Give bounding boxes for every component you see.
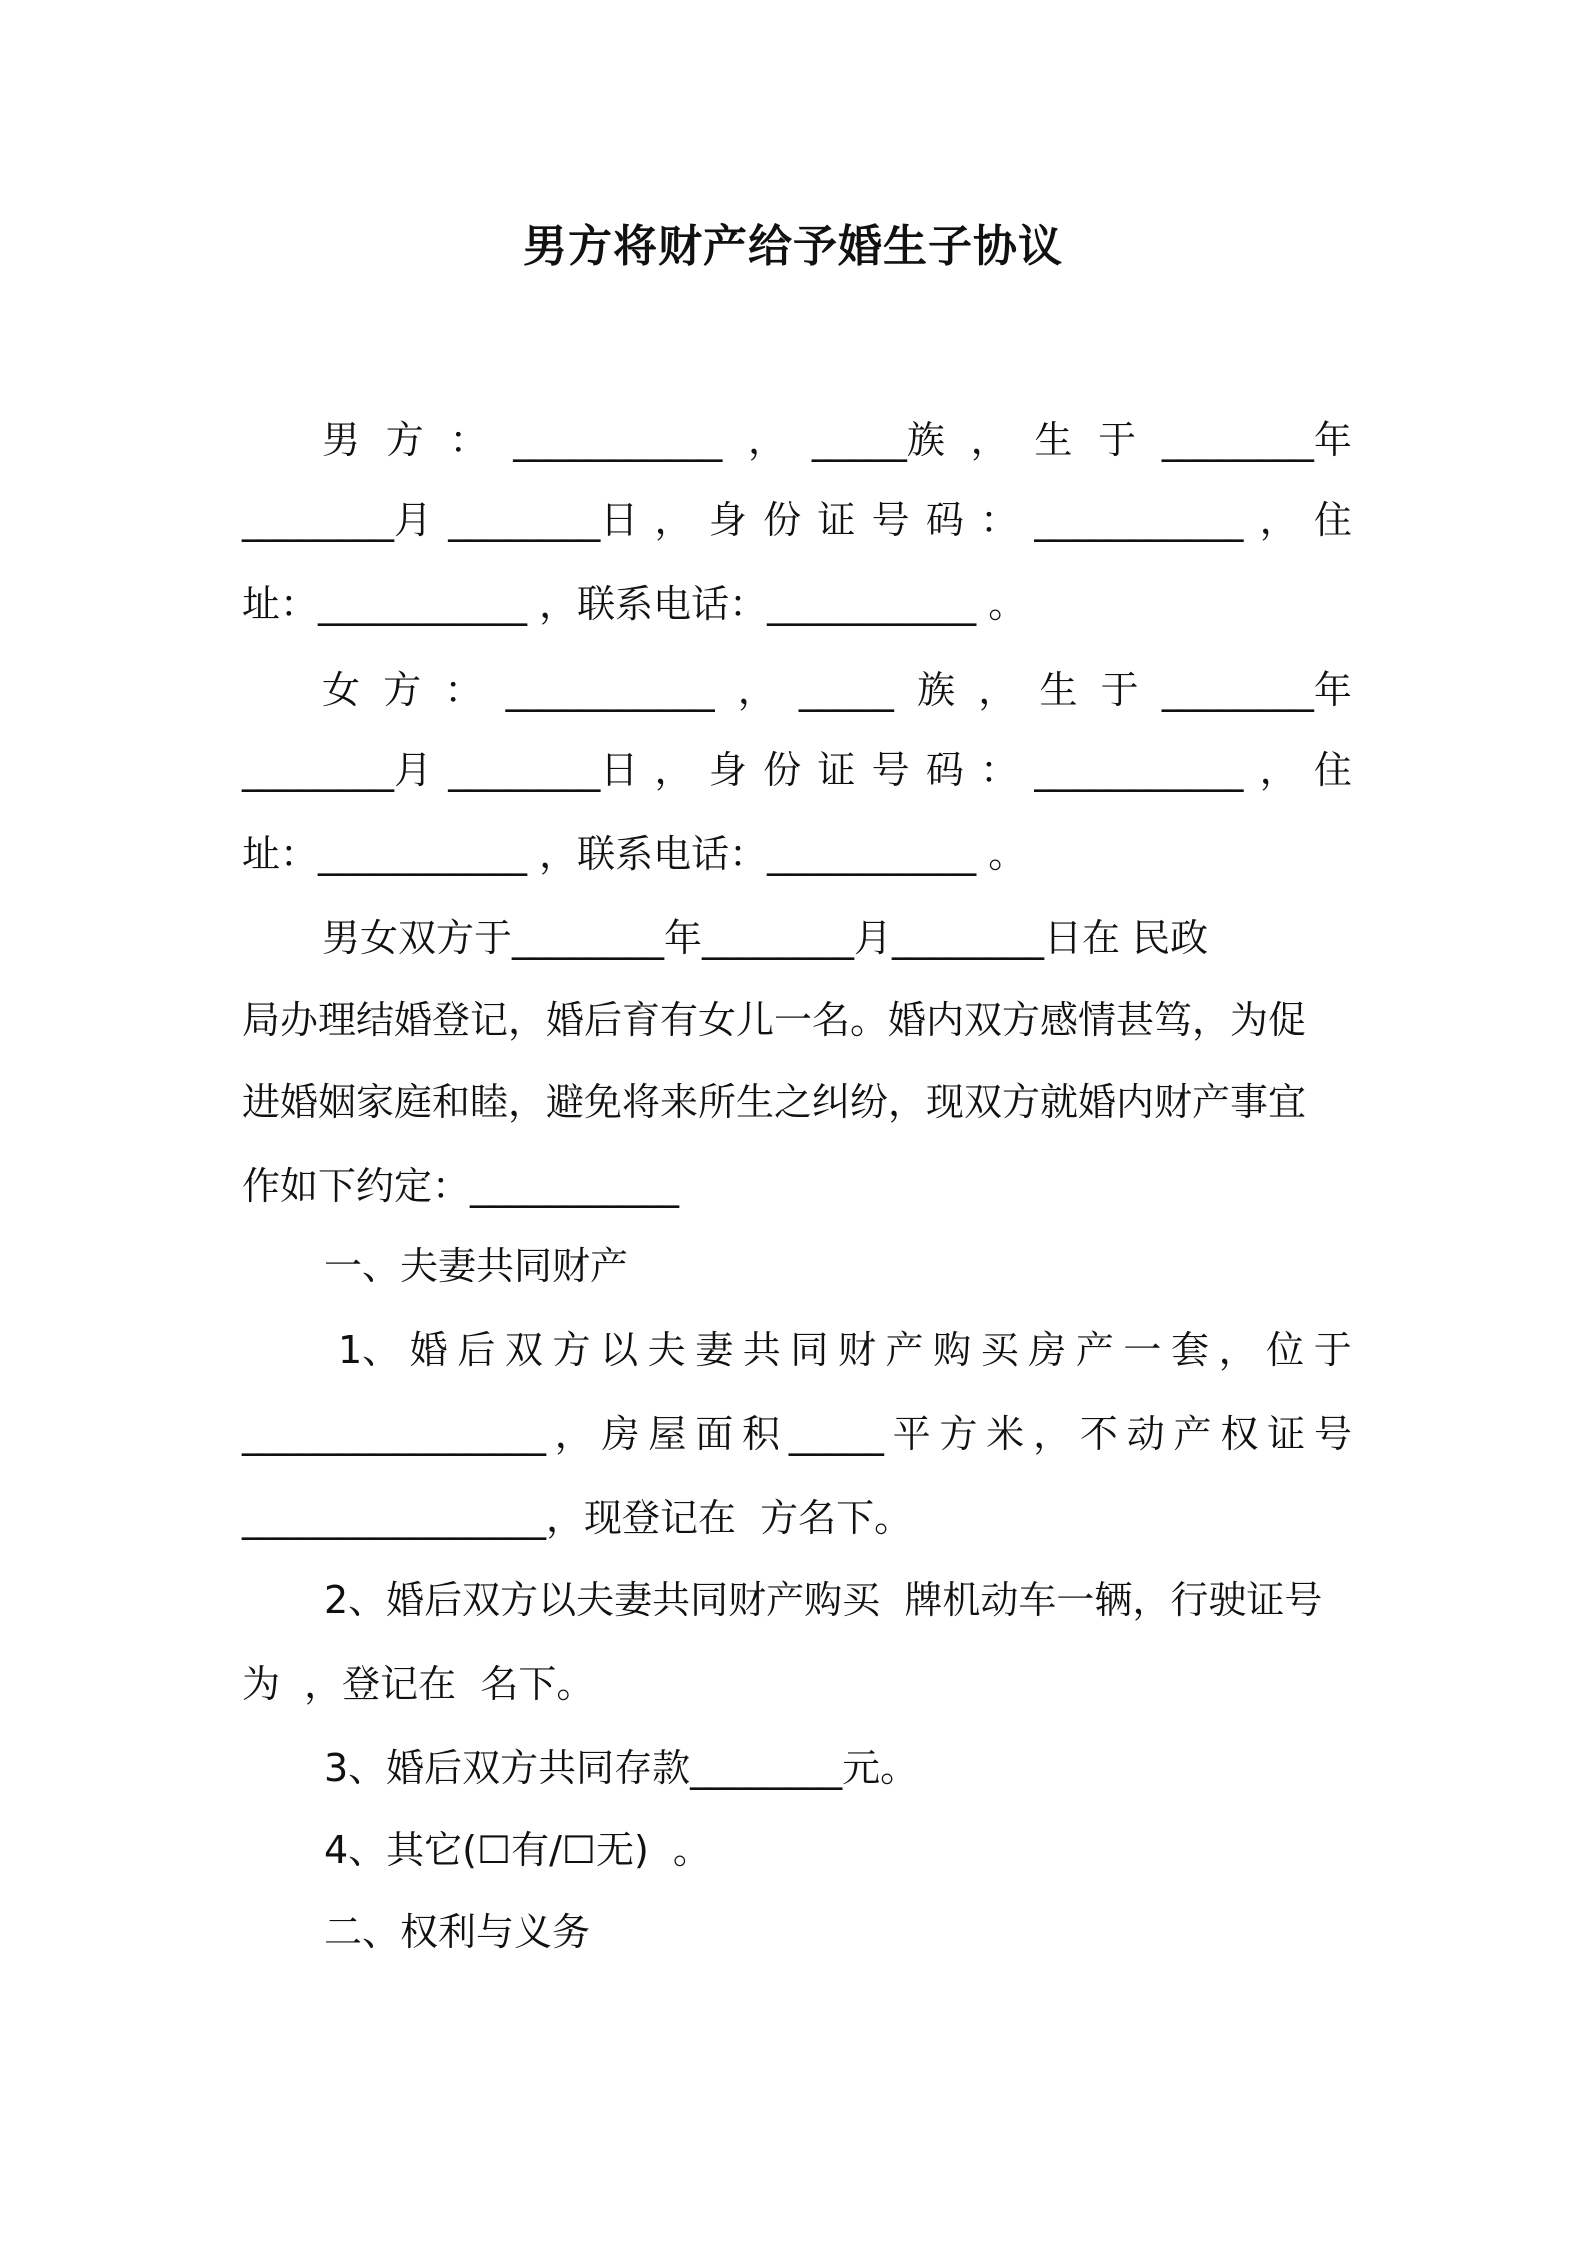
- text-segment: 产: [1173, 1412, 1212, 1456]
- text-segment: 以: [600, 1328, 639, 1372]
- phone-blank: ___________: [767, 582, 977, 626]
- marriage-paragraph-line-1: [322, 908, 1352, 968]
- ethnicity-blank: _____族: [811, 418, 945, 462]
- birth-year-blank: ________年: [1161, 668, 1352, 712]
- birth-year-blank: ________年: [1161, 418, 1352, 462]
- text-segment: ，: [1259, 498, 1298, 542]
- id-number-blank: ___________: [1034, 498, 1244, 542]
- text-segment: ，联系电话：: [539, 582, 768, 626]
- text-segment: ，: [978, 668, 1017, 712]
- female-party-line-1: [322, 660, 1352, 720]
- text-segment: 财: [837, 1328, 876, 1372]
- item-2-line-1: [324, 1570, 1352, 1630]
- text-segment: 号: [871, 498, 910, 542]
- text-segment: 作如下约定：___________: [242, 1164, 680, 1208]
- ethnicity-blank: _____: [798, 668, 894, 712]
- address-blank: ___________: [318, 832, 528, 876]
- female-party-line-3: [242, 824, 1352, 884]
- text-segment: ：: [980, 748, 1019, 792]
- text-segment: 。: [988, 832, 1027, 876]
- text-segment: 二、权利与义务: [324, 1910, 591, 1954]
- marriage-paragraph-line-3: [242, 1072, 1352, 1132]
- text-segment: 平: [892, 1412, 931, 1456]
- text-segment: 夫: [647, 1328, 686, 1372]
- section-heading-joint-property: [324, 1236, 1352, 1296]
- text-segment: 于: [1313, 1328, 1352, 1372]
- text-segment: 码: [925, 748, 964, 792]
- female-party-line-2: [242, 740, 1352, 800]
- text-segment: 位: [1266, 1328, 1305, 1372]
- text-segment: 一: [1123, 1328, 1162, 1372]
- text-segment: 身: [708, 498, 747, 542]
- text-segment: 购: [933, 1328, 972, 1372]
- text-segment: 方: [383, 668, 422, 712]
- item-1-line-2: [242, 1404, 1352, 1464]
- text-segment: 动: [1126, 1412, 1165, 1456]
- text-segment: ：: [449, 418, 488, 462]
- text-segment: 妻: [695, 1328, 734, 1372]
- text-segment: 套: [1171, 1328, 1210, 1372]
- text-segment: 进婚姻家庭和睦，避免将来所生之纠纷，现双方就婚内财产事宜: [242, 1080, 1307, 1124]
- phone-blank: ___________: [767, 832, 977, 876]
- birth-month-blank: ________月: [242, 748, 433, 792]
- text-segment: 后: [457, 1328, 496, 1372]
- text-segment: 米: [986, 1412, 1025, 1456]
- text-segment: 女: [322, 668, 361, 712]
- text-segment: 证: [817, 748, 856, 792]
- text-segment: ，: [970, 418, 1009, 462]
- item-1-line-1: [338, 1320, 1352, 1380]
- text-segment: 1、: [338, 1328, 401, 1372]
- text-segment: 址：: [242, 832, 319, 876]
- text-segment: 于: [1098, 418, 1137, 462]
- section-heading-rights-obligations: [324, 1902, 1352, 1962]
- text-segment: 方: [552, 1328, 591, 1372]
- text-segment: 积: [742, 1412, 781, 1456]
- text-segment: ，: [737, 668, 776, 712]
- text-segment: 房: [601, 1412, 640, 1456]
- text-segment: 号: [1313, 1412, 1352, 1456]
- text-segment: 为 ，登记在 名下。: [242, 1662, 595, 1706]
- text-segment: 产: [1075, 1328, 1114, 1372]
- text-segment: ，: [1259, 748, 1298, 792]
- address-blank: ___________: [318, 582, 528, 626]
- text-segment: 住: [1313, 498, 1352, 542]
- text-segment: ：: [444, 668, 483, 712]
- male-party-line-2: [242, 490, 1352, 550]
- document-title: 男方将财产给予婚生子协议: [523, 221, 1063, 272]
- text-segment: 共: [742, 1328, 781, 1372]
- id-number-blank: ___________: [1034, 748, 1244, 792]
- text-segment: 证: [1267, 1412, 1306, 1456]
- text-segment: 份: [763, 748, 802, 792]
- text-segment: 2、婚后双方以夫妻共同财产购买 牌机动车一辆，行驶证号: [324, 1578, 1323, 1622]
- text-segment: 生: [1039, 668, 1078, 712]
- text-segment: ，: [654, 748, 693, 792]
- text-segment: 权: [1220, 1412, 1259, 1456]
- item-2-line-2: [242, 1654, 1352, 1714]
- male-party-line-1: [322, 410, 1352, 470]
- text-segment: ，: [654, 498, 693, 542]
- text-segment: ，: [554, 1412, 593, 1456]
- text-segment: ，: [748, 418, 787, 462]
- birth-day-blank: ________日: [448, 748, 639, 792]
- birth-day-blank: ________日: [448, 498, 639, 542]
- text-segment: 码: [925, 498, 964, 542]
- text-segment: ________________，现登记在 方名下。: [242, 1496, 913, 1540]
- birth-month-blank: ________月: [242, 498, 433, 542]
- text-segment: 址：: [242, 582, 319, 626]
- text-segment: 屋: [648, 1412, 687, 1456]
- text-segment: 面: [695, 1412, 734, 1456]
- male-party-line-3: [242, 574, 1352, 634]
- name-blank: ___________: [513, 418, 723, 462]
- item-1-line-3: [242, 1488, 1352, 1548]
- text-segment: 男女双方于________年________月________日在 民政: [322, 916, 1209, 960]
- text-segment: 方: [939, 1412, 978, 1456]
- text-segment: 局办理结婚登记，婚后育有女儿一名。婚内双方感情甚笃，为促: [242, 998, 1307, 1042]
- text-segment: 房: [1028, 1328, 1067, 1372]
- text-segment: 生: [1034, 418, 1073, 462]
- text-segment: 。: [988, 582, 1027, 626]
- marriage-paragraph-line-4: [242, 1156, 1352, 1216]
- marriage-paragraph-line-2: [242, 990, 1352, 1050]
- text-segment: 双: [504, 1328, 543, 1372]
- name-blank: ___________: [505, 668, 715, 712]
- text-segment: 买: [980, 1328, 1019, 1372]
- text-segment: 3、婚后双方共同存款________元。: [324, 1746, 919, 1790]
- text-segment: 方: [385, 418, 424, 462]
- text-segment: 住: [1313, 748, 1352, 792]
- text-segment: ：: [980, 498, 1019, 542]
- item-3: [324, 1738, 1352, 1798]
- text-segment: 男: [322, 418, 361, 462]
- text-segment: 份: [763, 498, 802, 542]
- location-blank: ________________: [242, 1412, 546, 1456]
- text-segment: 证: [817, 498, 856, 542]
- area-blank: _____: [788, 1412, 884, 1456]
- text-segment: 同: [790, 1328, 829, 1372]
- text-segment: 族: [917, 668, 956, 712]
- text-segment: 婚: [409, 1328, 448, 1372]
- text-segment: 不: [1079, 1412, 1118, 1456]
- item-4: [324, 1820, 1352, 1880]
- text-segment: ，: [1033, 1412, 1072, 1456]
- text-segment: 于: [1100, 668, 1139, 712]
- text-segment: 4、其它(☐有/☐无) 。: [324, 1828, 711, 1872]
- text-segment: ，联系电话：: [539, 832, 768, 876]
- text-segment: 身: [708, 748, 747, 792]
- text-segment: ，: [1218, 1328, 1257, 1372]
- text-segment: 一、夫妻共同财产: [324, 1244, 629, 1288]
- text-segment: 号: [871, 748, 910, 792]
- text-segment: 产: [885, 1328, 924, 1372]
